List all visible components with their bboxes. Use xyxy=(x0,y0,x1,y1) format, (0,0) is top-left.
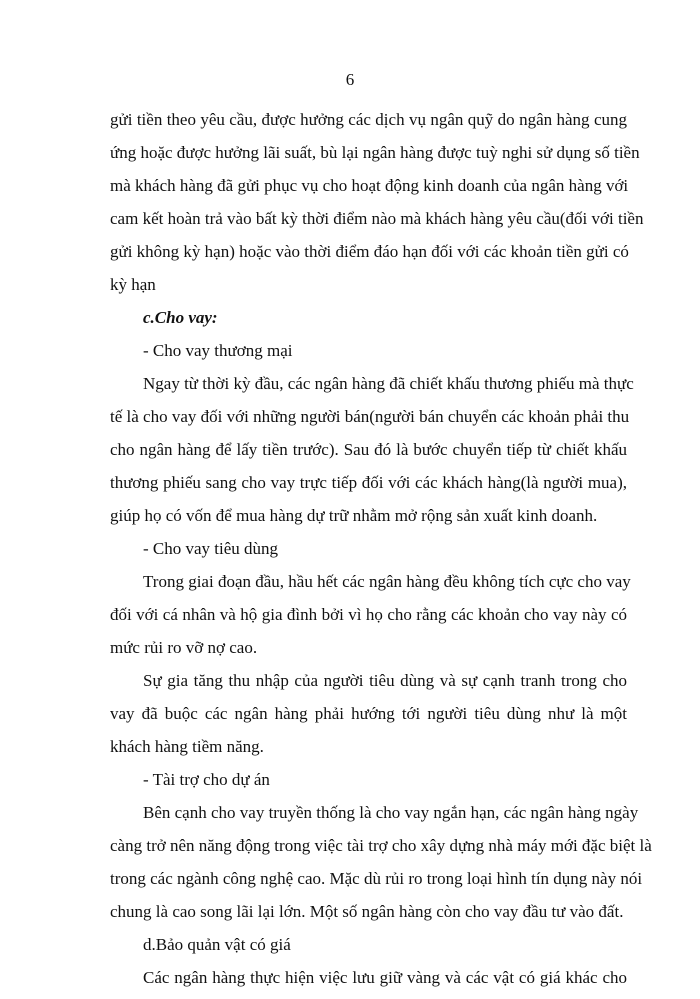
text-line: khách hàng tiềm năng. xyxy=(110,737,264,756)
body-text xyxy=(110,108,652,999)
section-heading-cho-vay: c.Cho vay: xyxy=(143,308,218,327)
text-line: gửi tiền theo yêu cầu, được hưởng các dịch vụ ngân quỹ do ngân hàng cung xyxy=(110,110,627,129)
text-line: cho ngân hàng để lấy tiền trước). Sau đó là bước chuyển tiếp từ chiết khấu xyxy=(110,440,627,459)
text-line: vay đã buộc các ngân hàng phải hướng tới người tiêu dùng như là một xyxy=(110,704,627,723)
subheading-tai-tro-du-an: - Tài trợ cho dự án xyxy=(143,770,270,789)
text-line: mức rủi ro vỡ nợ cao. xyxy=(110,638,258,657)
text-line: cam kết hoàn trả vào bất kỳ thời điểm nào mà khách hàng yêu cầu(đối với tiền xyxy=(110,209,644,228)
text-line: ứng hoặc được hưởng lãi suất, bù lại ngân hàng được tuỳ nghi sử dụng số tiền xyxy=(110,143,640,162)
text-line: trong các ngành công nghệ cao. Mặc dù rủi ro trong loại hình tín dụng này nói xyxy=(110,869,643,888)
text-line: Các ngân hàng thực hiện việc lưu giữ vàng và các vật có giá khác cho xyxy=(143,968,627,987)
text-line: tế là cho vay đối với những người bán(người bán chuyển các khoản phải thu xyxy=(110,407,630,426)
subheading-cho-vay-tieu-dung: - Cho vay tiêu dùng xyxy=(143,539,279,558)
text-line: gửi không kỳ hạn) hoặc vào thời điểm đáo hạn đối với các khoản tiền gửi có xyxy=(110,242,629,261)
text-line: Ngay từ thời kỳ đầu, các ngân hàng đã chiết khấu thương phiếu mà thực xyxy=(143,374,634,393)
text-line: mà khách hàng đã gửi phục vụ cho hoạt động kinh doanh của ngân hàng với xyxy=(110,176,629,195)
text-line: Trong giai đoạn đầu, hầu hết các ngân hàng đều không tích cực cho vay xyxy=(143,572,631,591)
text-line: kỳ hạn xyxy=(110,275,156,294)
text-line: giúp họ có vốn để mua hàng dự trữ nhằm mở rộng sản xuất kinh doanh. xyxy=(110,506,598,525)
text-line: thương phiếu sang cho vay trực tiếp đối với các khách hàng(là người mua), xyxy=(110,473,627,492)
page-number: 6 xyxy=(345,70,355,89)
text-line: chung là cao song lãi lại lớn. Một số ngân hàng còn cho vay đầu tư vào đất. xyxy=(110,902,624,921)
text-line: Sự gia tăng thu nhập của người tiêu dùng và sự cạnh tranh trong cho xyxy=(143,671,627,690)
subheading-cho-vay-thuong-mai: - Cho vay thương mại xyxy=(143,341,293,360)
text-line: Bên cạnh cho vay truyền thống là cho vay ngắn hạn, các ngân hàng ngày xyxy=(143,803,639,822)
text-line: đối với cá nhân và hộ gia đình bởi vì họ cho rằng các khoản cho vay này có xyxy=(110,605,627,624)
text-line: càng trở nên năng động trong việc tài trợ cho xây dựng nhà máy mới đặc biệt là xyxy=(110,836,652,855)
section-heading-bao-quan: d.Bảo quản vật có giá xyxy=(143,935,291,954)
